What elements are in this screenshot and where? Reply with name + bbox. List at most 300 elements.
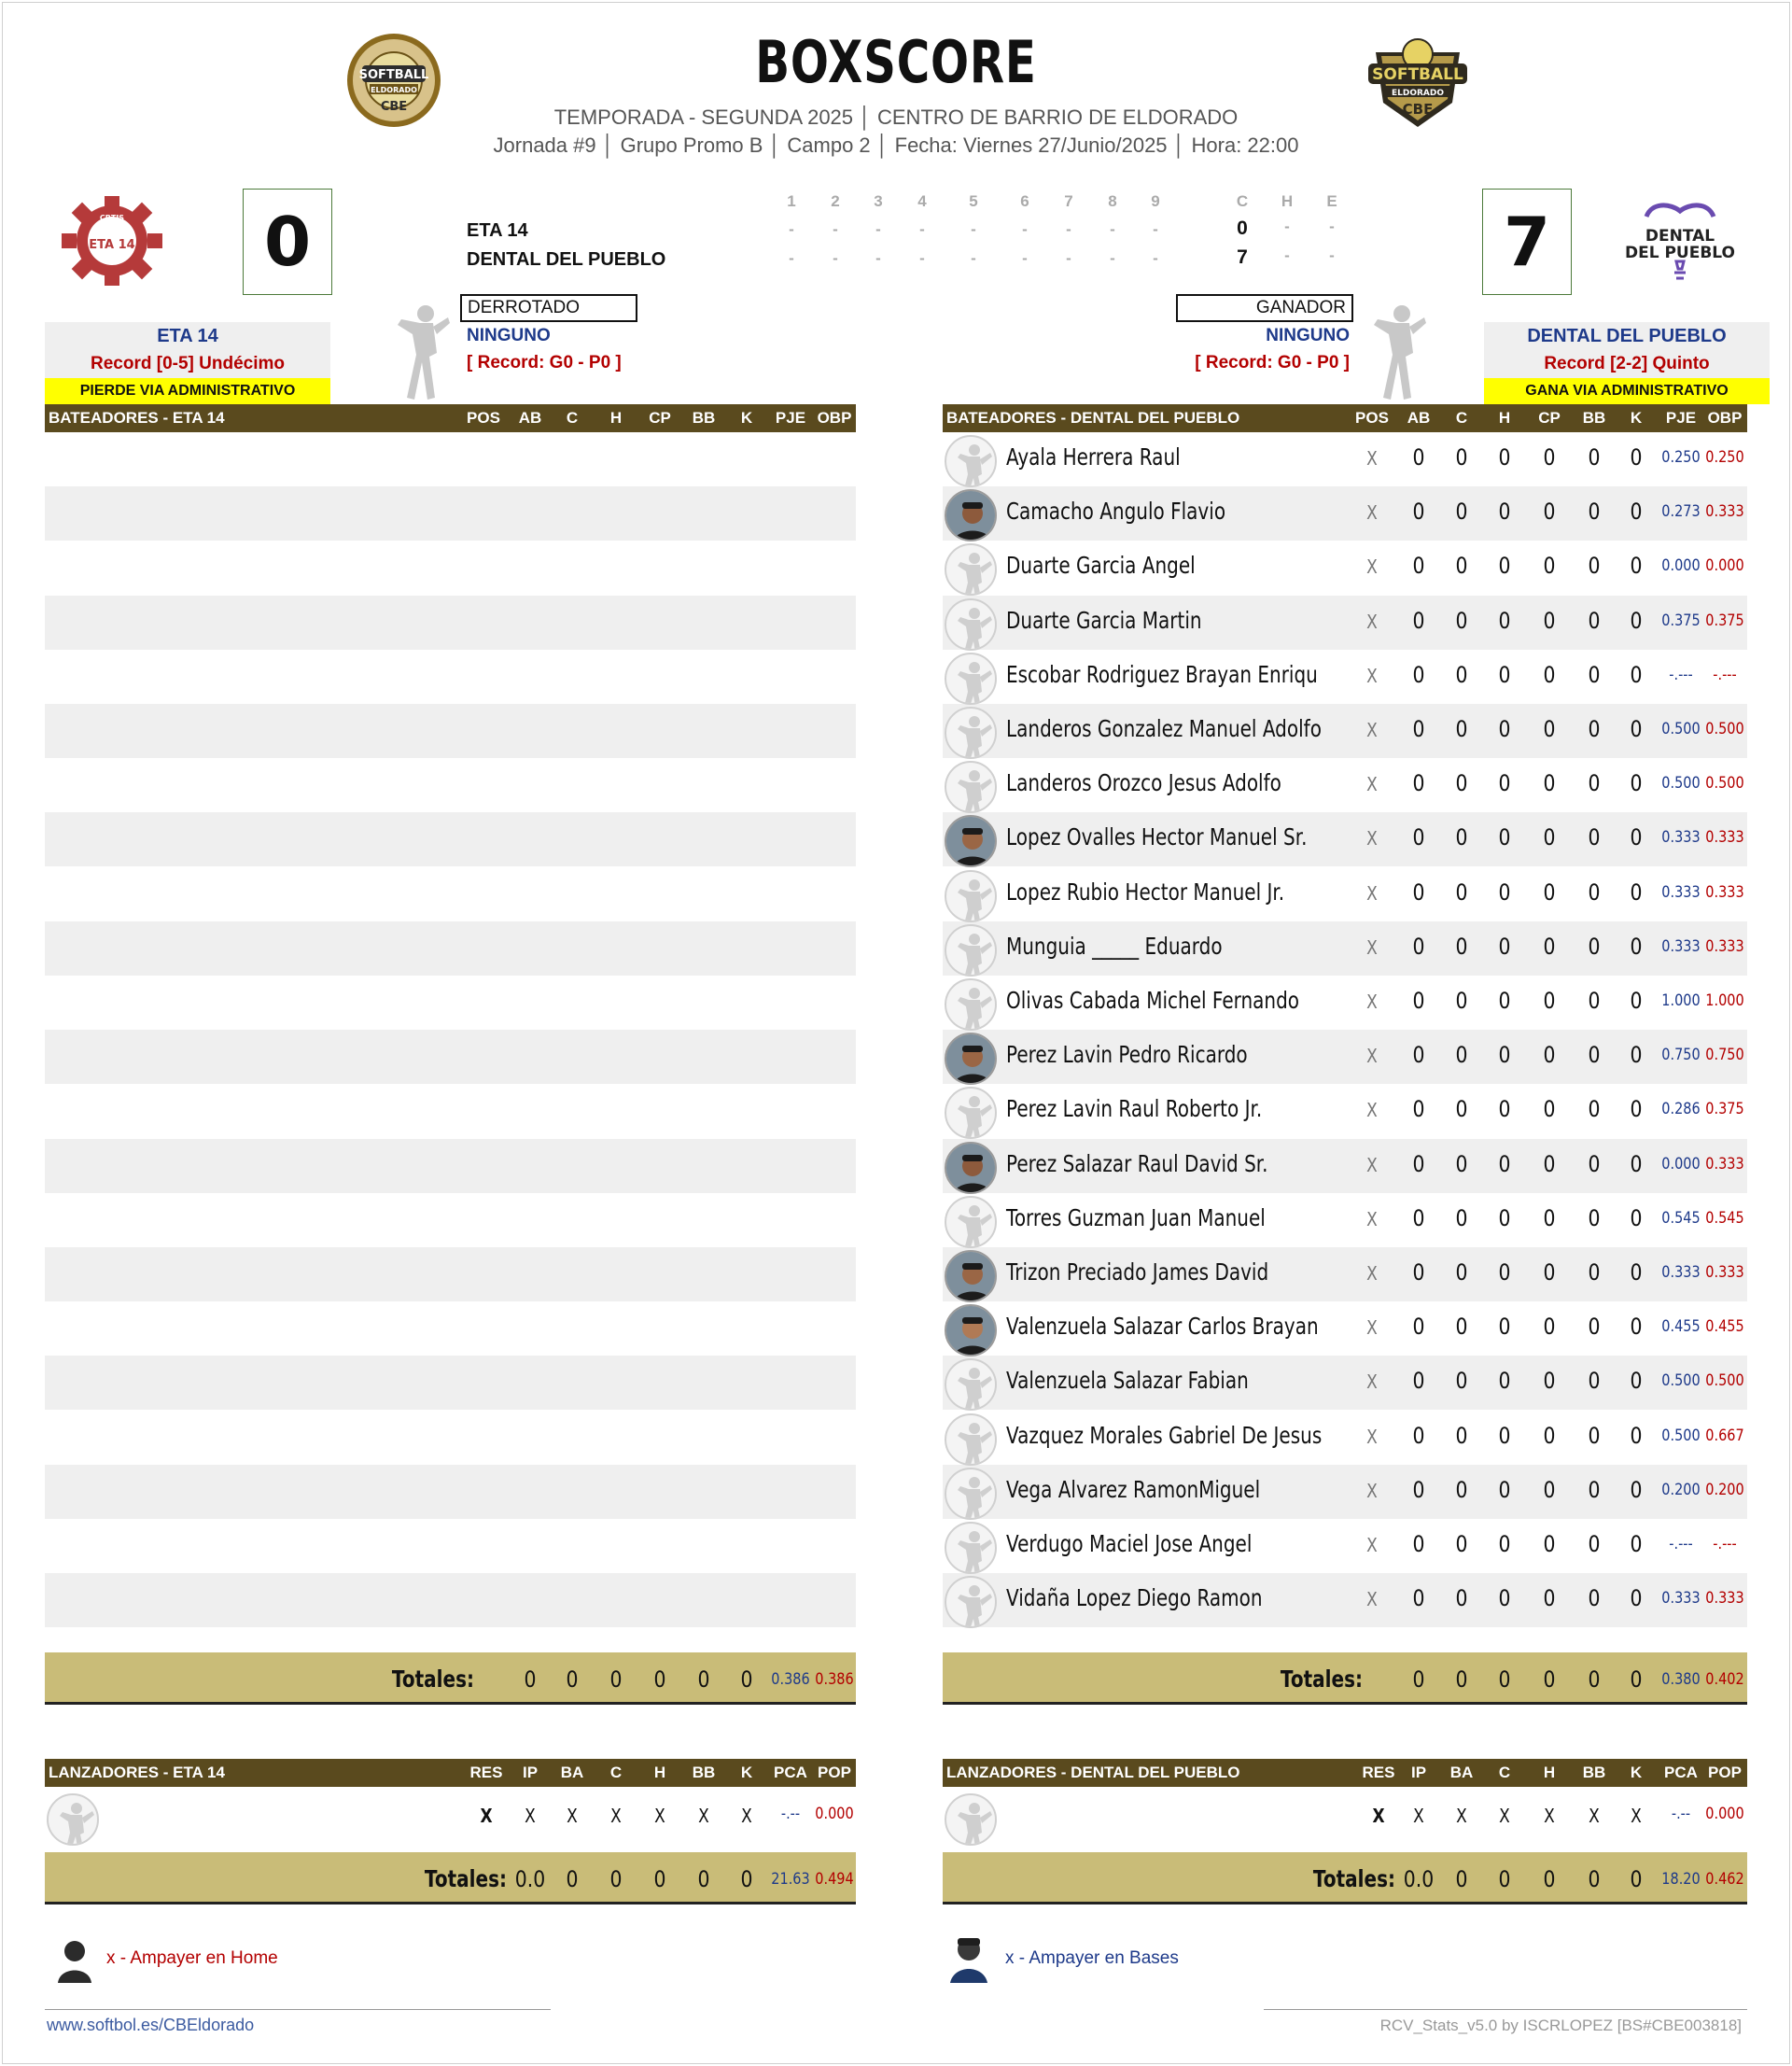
row-stripe [45, 596, 856, 650]
stat-ab: 0 [1412, 988, 1425, 1014]
pitch-total-bb: 0 [1588, 1866, 1601, 1892]
stat-cp: 0 [1543, 553, 1556, 580]
stat-obp: 0.333 [1705, 502, 1744, 522]
stat-cp: 0 [1543, 444, 1556, 471]
pitch-total-h: 0 [1543, 1866, 1556, 1892]
stat-bb: 0 [1588, 1585, 1601, 1612]
column-header-c: C [1455, 409, 1468, 427]
stat-cp: 0 [1543, 933, 1556, 960]
stat-h: 0 [1498, 1476, 1511, 1503]
stat-pje: 0.333 [1661, 828, 1701, 848]
total-k: 0 [1630, 1666, 1643, 1693]
stat-pos: X [1366, 827, 1378, 850]
stat-pje: 0.375 [1661, 611, 1701, 630]
stat-k: 0 [1630, 988, 1643, 1014]
stat-pos: X [1366, 991, 1378, 1013]
stat-bb: 0 [1588, 1259, 1601, 1286]
svg-text:CBE: CBE [380, 100, 408, 114]
pitch-stat-pop: 0.000 [1705, 1805, 1744, 1823]
totals-label: Totales: [1312, 1865, 1395, 1892]
stat-h: 0 [1498, 716, 1511, 742]
stat-pos: X [1366, 555, 1378, 579]
away-card-name: ETA 14 [45, 322, 330, 350]
stat-pos: X [1366, 881, 1378, 905]
player-name: Vidaña Lopez Diego Ramon [1006, 1584, 1263, 1612]
stat-ab: 0 [1412, 770, 1425, 797]
player-row [943, 650, 1747, 704]
stat-bb: 0 [1588, 770, 1601, 797]
stat-pje: 0.333 [1661, 1589, 1701, 1609]
column-header-k: K [1630, 409, 1643, 427]
svg-text:CBE: CBE [1402, 101, 1434, 118]
pitch-total-pop: 0.494 [815, 1870, 854, 1889]
row-stripe [45, 486, 856, 541]
player-avatar-silhouette-icon [945, 761, 997, 813]
stat-c: 0 [1455, 1096, 1468, 1123]
home-pitcher-silhouette [1368, 301, 1430, 405]
stat-obp: 0.455 [1705, 1317, 1744, 1337]
player-row [943, 1247, 1747, 1301]
stat-pos: X [1366, 1425, 1378, 1448]
stat-obp: 0.750 [1705, 1046, 1744, 1065]
home-pitching-table [943, 1759, 1747, 1904]
pitcher-avatar-silhouette-icon [945, 1793, 997, 1846]
column-header-cp: CP [1538, 409, 1561, 427]
stat-ab: 0 [1412, 1096, 1425, 1123]
stat-c: 0 [1455, 607, 1468, 634]
player-row [943, 1356, 1747, 1410]
player-row [943, 1573, 1747, 1627]
stat-h: 0 [1498, 1204, 1511, 1231]
stat-pje: 0.333 [1661, 1263, 1701, 1282]
column-header-c: C [1498, 1764, 1511, 1781]
column-header-k: K [1630, 1764, 1643, 1781]
home-score: 7 [1482, 189, 1572, 295]
stat-c: 0 [1455, 1259, 1468, 1286]
stat-obp: 0.333 [1705, 1154, 1744, 1174]
stat-h: 0 [1498, 553, 1511, 580]
svg-text:ETA 14: ETA 14 [89, 238, 135, 252]
player-name: Landeros Orozco Jesus Adolfo [1006, 769, 1281, 797]
stat-c: 0 [1455, 499, 1468, 526]
player-avatar-silhouette-icon [945, 598, 997, 651]
pitch-stat-ip: X [525, 1805, 536, 1827]
stat-ab: 0 [1412, 716, 1425, 742]
stat-h: 0 [1498, 1314, 1511, 1341]
away-inning-9: - [1153, 220, 1158, 238]
stat-k: 0 [1630, 661, 1643, 688]
stat-pos: X [1366, 1316, 1378, 1340]
player-avatar-silhouette-icon [945, 1196, 997, 1248]
stat-pos: X [1366, 447, 1378, 470]
stat-obp: 0.333 [1705, 1589, 1744, 1609]
stat-h: 0 [1498, 1585, 1511, 1612]
stat-ab: 0 [1412, 1042, 1425, 1069]
player-name: Verdugo Maciel Jose Angel [1006, 1530, 1253, 1557]
player-name: Perez Lavin Raul Roberto Jr. [1006, 1095, 1263, 1123]
stat-obp: 0.333 [1705, 1263, 1744, 1282]
player-avatar-silhouette-icon [945, 870, 997, 922]
inning-header-5: 5 [969, 192, 978, 210]
stat-bb: 0 [1588, 878, 1601, 906]
stat-bb: 0 [1588, 824, 1601, 851]
stat-h: 0 [1498, 1368, 1511, 1395]
column-header-ba: BA [560, 1764, 584, 1781]
inning-header-9: 9 [1151, 192, 1160, 210]
stat-bb: 0 [1588, 1368, 1601, 1395]
home-inning-9: - [1153, 249, 1158, 267]
stat-c: 0 [1455, 553, 1468, 580]
column-header-ip: IP [1410, 1764, 1427, 1781]
stat-pos: X [1366, 1207, 1378, 1230]
stat-pje: 0.333 [1661, 882, 1701, 902]
away-total-c: 0 [1237, 218, 1248, 239]
stat-bb: 0 [1588, 988, 1601, 1014]
stat-pos: X [1366, 1370, 1378, 1394]
stat-h: 0 [1498, 444, 1511, 471]
pitch-total-c: 0 [609, 1866, 623, 1892]
pitch-stat-res: X [1372, 1805, 1385, 1827]
table-title: LANZADORES - DENTAL DEL PUEBLO [946, 1764, 1240, 1781]
stat-bb: 0 [1588, 661, 1601, 688]
column-header-pje: PJE [775, 409, 806, 427]
stat-ab: 0 [1412, 1585, 1425, 1612]
stat-bb: 0 [1588, 1096, 1601, 1123]
away-pitcher-name: NINGUNO [467, 326, 551, 345]
stat-pos: X [1366, 501, 1378, 525]
column-header-ab: AB [1407, 409, 1431, 427]
stat-bb: 0 [1588, 553, 1601, 580]
pitch-stat-c: X [610, 1805, 622, 1827]
stat-obp: 0.667 [1705, 1426, 1744, 1445]
stat-pje: 0.200 [1661, 1480, 1701, 1499]
player-avatar-silhouette-icon [945, 1468, 997, 1520]
away-pitcher-silhouette [392, 301, 454, 405]
batting-totals-row [943, 1652, 1747, 1705]
game-info-line: Jornada #9 │ Grupo Promo B │ Campo 2 │ Fecha: Viernes 27/Junio/2025 │ Hora: 22:00 [493, 134, 1299, 157]
table-header [943, 404, 1747, 432]
stat-cp: 0 [1543, 988, 1556, 1014]
stat-bb: 0 [1588, 1042, 1601, 1069]
season-line: TEMPORADA - SEGUNDA 2025 │ CENTRO DE BARRIO DE ELDORADO [553, 105, 1239, 129]
total-h: 0 [1498, 1666, 1511, 1693]
away-inning-4: - [919, 220, 925, 238]
column-header-pos: POS [1355, 409, 1389, 427]
stat-bb: 0 [1588, 1314, 1601, 1341]
stat-pje: 0.000 [1661, 1154, 1701, 1174]
stat-c: 0 [1455, 1314, 1468, 1341]
pitch-total-k: 0 [1630, 1866, 1643, 1892]
totals-label: Totales: [391, 1665, 474, 1693]
stat-pos: X [1366, 1153, 1378, 1176]
stat-h: 0 [1498, 878, 1511, 906]
column-header-c: C [609, 1764, 623, 1781]
stat-c: 0 [1455, 716, 1468, 742]
stat-h: 0 [1498, 607, 1511, 634]
player-name: Landeros Gonzalez Manuel Adolfo [1006, 715, 1322, 742]
stat-cp: 0 [1543, 607, 1556, 634]
stat-h: 0 [1498, 1042, 1511, 1069]
stat-ab: 0 [1412, 1150, 1425, 1177]
stat-k: 0 [1630, 1150, 1643, 1177]
away-total-e: - [1329, 218, 1335, 235]
player-row [943, 1084, 1747, 1138]
column-header-k: K [740, 409, 753, 427]
batting-totals-row [45, 1652, 856, 1705]
stat-pje: -.--- [1669, 665, 1693, 684]
stat-cp: 0 [1543, 1314, 1556, 1341]
player-avatar-silhouette-icon [945, 707, 997, 759]
stat-ab: 0 [1412, 1531, 1425, 1557]
player-row [943, 704, 1747, 758]
stat-pje: 0.333 [1661, 936, 1701, 956]
column-header-pop: POP [818, 1764, 851, 1781]
column-header-bb: BB [692, 1764, 716, 1781]
stat-c: 0 [1455, 1531, 1468, 1557]
stat-ab: 0 [1412, 1204, 1425, 1231]
stat-pje: 0.000 [1661, 556, 1701, 576]
away-card-record: Record [0-5] Undécimo [45, 350, 330, 378]
stat-pje: 0.286 [1661, 1100, 1701, 1119]
stat-obp: 0.000 [1705, 556, 1744, 576]
stat-pos: X [1366, 1099, 1378, 1122]
row-stripe [45, 921, 856, 976]
stat-k: 0 [1630, 824, 1643, 851]
column-header-obp: OBP [817, 409, 852, 427]
away-pitching-table [45, 1759, 856, 1904]
stat-k: 0 [1630, 444, 1643, 471]
player-photo [945, 1304, 997, 1356]
stat-c: 0 [1455, 1204, 1468, 1231]
home-inning-7: - [1066, 249, 1071, 267]
player-row [943, 1193, 1747, 1247]
away-result-label: DERROTADO [460, 294, 637, 322]
stat-h: 0 [1498, 824, 1511, 851]
home-inning-5: - [971, 249, 976, 267]
column-header-bb: BB [1582, 409, 1606, 427]
umpire-home-label: x - Ampayer en Home [106, 1948, 278, 1968]
player-avatar-silhouette-icon [945, 978, 997, 1031]
stat-bb: 0 [1588, 444, 1601, 471]
player-avatar-silhouette-icon [945, 1576, 997, 1628]
umpire-home-icon [54, 1938, 95, 1983]
stat-pje: 0.455 [1661, 1317, 1701, 1337]
pitch-total-k: 0 [740, 1866, 753, 1892]
inning-header-7: 7 [1064, 192, 1073, 210]
stat-c: 0 [1455, 1476, 1468, 1503]
stat-ab: 0 [1412, 824, 1425, 851]
player-name: Camacho Angulo Flavio [1006, 498, 1226, 526]
player-name: Torres Guzman Juan Manuel [1006, 1203, 1266, 1231]
footer-website-link[interactable]: www.softbol.es/CBEldorado [47, 2016, 255, 2034]
stat-bb: 0 [1588, 1476, 1601, 1503]
player-avatar-silhouette-icon [945, 924, 997, 977]
column-header-pje: PJE [1665, 409, 1697, 427]
player-row [943, 812, 1747, 866]
stat-pos: X [1366, 935, 1378, 959]
stat-obp: -.--- [1713, 665, 1737, 684]
stat-k: 0 [1630, 716, 1643, 742]
row-stripe [45, 1573, 856, 1627]
stat-pje: 1.000 [1661, 991, 1701, 1010]
total-obp: 0.386 [815, 1670, 854, 1689]
player-name: Olivas Cabada Michel Fernando [1006, 987, 1300, 1014]
stat-ab: 0 [1412, 1422, 1425, 1449]
pitcher-row [45, 1791, 856, 1845]
stat-pos: X [1366, 610, 1378, 633]
inning-header-6: 6 [1020, 192, 1029, 210]
player-name: Escobar Rodriguez Brayan Enriqu [1006, 660, 1318, 688]
stat-k: 0 [1630, 1531, 1643, 1557]
stat-h: 0 [1498, 1259, 1511, 1286]
stat-pje: 0.500 [1661, 774, 1701, 794]
column-header-ba: BA [1449, 1764, 1474, 1781]
stat-ab: 0 [1412, 553, 1425, 580]
player-name: Duarte Garcia Angel [1006, 552, 1196, 580]
away-inning-8: - [1110, 220, 1115, 238]
player-row [943, 1465, 1747, 1519]
column-header-obp: OBP [1707, 409, 1743, 427]
stat-k: 0 [1630, 1204, 1643, 1231]
total-c: 0 [1455, 1666, 1468, 1693]
inning-header-3: 3 [874, 192, 883, 210]
total-pje: 0.386 [771, 1670, 810, 1689]
stat-obp: 0.200 [1705, 1480, 1744, 1499]
home-pitcher-record: [ Record: G0 - P0 ] [1195, 353, 1350, 372]
stat-pje: 0.250 [1661, 448, 1701, 467]
stat-k: 0 [1630, 1259, 1643, 1286]
column-header-c: C [566, 409, 579, 427]
stat-h: 0 [1498, 661, 1511, 688]
pitch-total-pop: 0.462 [1705, 1870, 1744, 1889]
stat-k: 0 [1630, 607, 1643, 634]
player-row [943, 758, 1747, 812]
away-inning-1: - [789, 220, 794, 238]
stat-bb: 0 [1588, 499, 1601, 526]
away-inning-2: - [833, 220, 838, 238]
away-card-admin: PIERDE VIA ADMINISTRATIVO [45, 378, 330, 404]
home-total-e: - [1329, 246, 1335, 264]
svg-text:SOFTBALL: SOFTBALL [358, 68, 429, 82]
inning-header-1: 1 [787, 192, 796, 210]
stat-pje: 0.500 [1661, 1371, 1701, 1391]
stat-obp: 0.500 [1705, 1371, 1744, 1391]
stat-bb: 0 [1588, 1422, 1601, 1449]
stat-cp: 0 [1543, 1150, 1556, 1177]
stat-pos: X [1366, 1045, 1378, 1068]
table-header [943, 1759, 1747, 1787]
total-bb: 0 [1588, 1666, 1601, 1693]
linescore-grid [0, 0, 1792, 280]
away-total-h: - [1284, 218, 1290, 235]
pitch-total-ba: 0 [566, 1866, 579, 1892]
stat-cp: 0 [1543, 1422, 1556, 1449]
pitch-stat-h: X [1544, 1805, 1555, 1827]
pitch-stat-pca: -.-- [780, 1805, 801, 1823]
stat-k: 0 [1630, 878, 1643, 906]
stat-ab: 0 [1412, 878, 1425, 906]
stat-cp: 0 [1543, 1259, 1556, 1286]
pitch-stat-c: X [1499, 1805, 1510, 1827]
stat-ab: 0 [1412, 444, 1425, 471]
stat-pje: 0.273 [1661, 502, 1701, 522]
column-header-res: RES [1362, 1764, 1395, 1781]
home-total-h: - [1284, 246, 1290, 264]
row-stripe [45, 1465, 856, 1519]
player-row [943, 432, 1747, 486]
stat-cp: 0 [1543, 661, 1556, 688]
svg-text:DENTAL: DENTAL [1645, 227, 1715, 246]
stat-cp: 0 [1543, 499, 1556, 526]
inning-header-4: 4 [917, 192, 927, 210]
stat-c: 0 [1455, 444, 1468, 471]
stat-obp: 0.375 [1705, 1100, 1744, 1119]
footer-divider-right [1264, 2009, 1747, 2010]
stat-c: 0 [1455, 770, 1468, 797]
player-name: Vazquez Morales Gabriel De Jesus [1006, 1421, 1323, 1449]
pitch-total-ba: 0 [1455, 1866, 1468, 1892]
pitch-total-ip: 0.0 [1403, 1866, 1435, 1892]
pitch-stat-ba: X [1456, 1805, 1467, 1827]
pitch-stat-bb: X [698, 1805, 709, 1827]
away-inning-7: - [1066, 220, 1071, 238]
home-card-name: DENTAL DEL PUEBLO [1484, 322, 1770, 350]
stat-k: 0 [1630, 553, 1643, 580]
home-card-admin: GANA VIA ADMINISTRATIVO [1484, 378, 1770, 404]
svg-text:CBTIS: CBTIS [99, 214, 125, 222]
player-row [943, 541, 1747, 595]
player-avatar-silhouette-icon [945, 653, 997, 705]
player-name: Valenzuela Salazar Carlos Brayan [1006, 1313, 1319, 1341]
linescore-total-header-c: C [1236, 192, 1249, 210]
player-name: Munguia _____ Eduardo [1006, 932, 1223, 960]
player-photo [945, 1033, 997, 1085]
stat-k: 0 [1630, 1314, 1643, 1341]
pitching-totals-row [943, 1852, 1747, 1904]
stat-cp: 0 [1543, 878, 1556, 906]
player-row [943, 486, 1747, 541]
footer-credit: RCV_Stats_v5.0 by ISCRLOPEZ [BS#CBE003818] [1379, 2017, 1742, 2034]
svg-text:ELDORADO: ELDORADO [1391, 89, 1445, 98]
column-header-cp: CP [649, 409, 671, 427]
linescore-total-header-h: H [1281, 192, 1294, 210]
inning-header-2: 2 [831, 192, 840, 210]
stat-h: 0 [1498, 933, 1511, 960]
total-pje: 0.380 [1661, 1670, 1701, 1689]
stat-h: 0 [1498, 1150, 1511, 1177]
stat-c: 0 [1455, 1042, 1468, 1069]
home-team-logo [1615, 196, 1745, 289]
away-inning-5: - [971, 220, 976, 238]
row-stripe [45, 1247, 856, 1301]
stat-k: 0 [1630, 499, 1643, 526]
home-inning-8: - [1110, 249, 1115, 267]
table-header [45, 1759, 856, 1787]
home-pitcher-name: NINGUNO [1266, 326, 1350, 345]
stat-cp: 0 [1543, 1042, 1556, 1069]
pitcher-avatar-silhouette-icon [47, 1793, 99, 1846]
stat-pos: X [1366, 1262, 1378, 1285]
stat-ab: 0 [1412, 1368, 1425, 1395]
player-row [943, 1301, 1747, 1356]
player-avatar-silhouette-icon [945, 1522, 997, 1574]
stat-h: 0 [1498, 770, 1511, 797]
stat-pos: X [1366, 1534, 1378, 1556]
stat-cp: 0 [1543, 1204, 1556, 1231]
stat-cp: 0 [1543, 770, 1556, 797]
stat-k: 0 [1630, 1585, 1643, 1612]
column-header-ip: IP [522, 1764, 539, 1781]
